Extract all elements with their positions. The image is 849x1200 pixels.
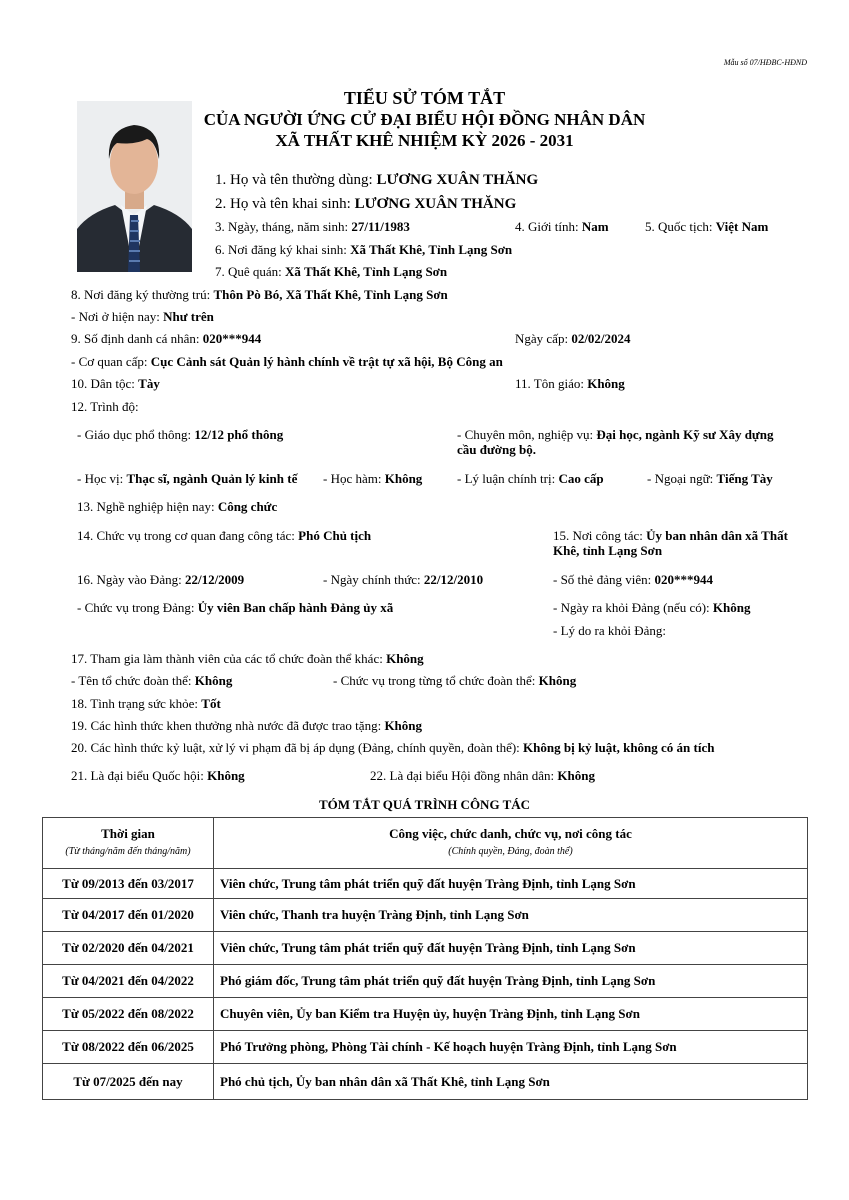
table-row <box>43 1064 808 1100</box>
field-general-education: - Giáo dục phổ thông: 12/12 phổ thông <box>77 427 284 442</box>
row-description: Phó Trưởng phòng, Phòng Tài chính - Kế hoạch huyện Tràng Định, tỉnh Lạng Sơn <box>214 1031 808 1064</box>
field-party-official-date: - Ngày chính thức: 22/12/2010 <box>323 572 484 587</box>
field-nationality: 5. Quốc tịch: Việt Nam <box>645 219 769 234</box>
field-id-issue-date: Ngày cấp: 02/02/2024 <box>515 331 631 346</box>
page-title: TIỂU SỬ TÓM TẮT <box>343 88 506 108</box>
field-education-heading: 12. Trình độ: <box>71 399 139 414</box>
field-organization-name: - Tên tổ chức đoàn thể: Không <box>71 673 233 688</box>
table-row <box>43 1031 808 1064</box>
portrait-image <box>77 101 192 272</box>
field-specialization: - Chuyên môn, nghiệp vụ: Đại học, ngành Kỹ sư Xây dựng <box>457 427 774 442</box>
table-row <box>43 998 808 1031</box>
field-common-name: 1. Họ và tên thường dùng: LƯƠNG XUÂN THĂNG <box>215 172 539 188</box>
candidate-photo <box>77 101 192 272</box>
field-gender: 4. Giới tính: Nam <box>515 219 609 234</box>
field-academic-degree: - Học vị: Thạc sĩ, ngành Quản lý kinh tế <box>77 471 298 486</box>
field-party-join-date: 16. Ngày vào Đảng: 22/12/2009 <box>77 572 245 587</box>
field-birth-date: 3. Ngày, tháng, năm sinh: 27/11/1983 <box>215 219 410 234</box>
field-organization-position: - Chức vụ trong từng tổ chức đoàn thể: Không <box>333 673 577 688</box>
work-history-title: TÓM TẮT QUÁ TRÌNH CÔNG TÁC <box>318 797 531 812</box>
field-political-theory: - Lý luận chính trị: Cao cấp <box>457 471 604 486</box>
field-academic-rank: - Học hàm: Không <box>323 471 423 486</box>
field-religion: 11. Tôn giáo: Không <box>515 376 625 391</box>
page-term: XÃ THẤT KHÊ NHIỆM KỲ 2026 - 2031 <box>275 131 574 150</box>
page-subtitle: CỦA NGƯỜI ỨNG CỬ ĐẠI BIỂU HỘI ĐỒNG NHÂN DÂN <box>203 110 646 129</box>
row-description: Phó chủ tịch, Ủy ban nhân dân xã Thất Khê, tỉnh Lạng Sơn <box>214 1064 808 1100</box>
field-id-number: 9. Số định danh cá nhân: 020***944 <box>71 331 262 346</box>
field-national-assembly: 21. Là đại biểu Quốc hội: Không <box>71 768 245 783</box>
field-issuing-agency: - Cơ quan cấp: Cục Cảnh sát Quản lý hành chính về trật tự xã hội, Bộ Công an <box>71 354 503 369</box>
row-time: Từ 05/2022 đến 08/2022 <box>43 998 214 1031</box>
field-occupation: 13. Nghề nghiệp hiện nay: Công chức <box>77 499 278 514</box>
col-time-header: Thời gian (Từ tháng/năm đến tháng/năm) <box>43 818 214 869</box>
table-row <box>43 965 808 998</box>
field-position: 14. Chức vụ trong cơ quan đang công tác: Phó Chủ tịch <box>77 528 372 543</box>
row-time: Từ 04/2017 đến 01/2020 <box>43 899 214 932</box>
field-workplace: 15. Nơi công tác: Ủy ban nhân dân xã Thất <box>553 528 788 543</box>
row-description: Phó giám đốc, Trung tâm phát triển quỹ đất huyện Tràng Định, tỉnh Lạng Sơn <box>214 965 808 998</box>
field-party-position: - Chức vụ trong Đảng: Ủy viên Ban chấp hành Đảng ủy xã <box>77 600 394 615</box>
field-awards: 19. Các hình thức khen thưởng nhà nước đã được trao tặng: Không <box>71 718 423 733</box>
table-header-row <box>43 818 808 869</box>
row-description: Chuyên viên, Ủy ban Kiểm tra Huyện ủy, huyện Tràng Định, tỉnh Lạng Sơn <box>214 998 808 1031</box>
field-current-residence: - Nơi ở hiện nay: Như trên <box>71 309 214 324</box>
field-peoples-council: 22. Là đại biểu Hội đồng nhân dân: Không <box>370 768 595 783</box>
field-ethnicity: 10. Dân tộc: Tày <box>71 376 160 391</box>
field-permanent-residence: 8. Nơi đăng ký thường trú: Thôn Pò Bó, Xã Thất Khê, Tỉnh Lạng Sơn <box>71 287 448 302</box>
field-organizations: 17. Tham gia làm thành viên của các tổ chức đoàn thể khác: Không <box>71 651 424 666</box>
table-row <box>43 869 808 899</box>
field-party-leave-date: - Ngày ra khỏi Đảng (nếu có): Không <box>553 600 751 615</box>
field-health: 18. Tình trạng sức khỏe: Tốt <box>71 696 221 711</box>
field-discipline: 20. Các hình thức kỷ luật, xử lý vi phạm đã bị áp dụng (Đảng, chính quyền, đoàn thể): Không bị kỷ luật, không có án tích <box>71 740 715 755</box>
field-party-card: - Số thẻ đảng viên: 020***944 <box>553 572 713 587</box>
row-time: Từ 04/2021 đến 04/2022 <box>43 965 214 998</box>
row-description: Viên chức, Thanh tra huyện Tràng Định, tỉnh Lạng Sơn <box>214 899 808 932</box>
table-row <box>43 899 808 932</box>
field-birth-place: 6. Nơi đăng ký khai sinh: Xã Thất Khê, Tỉnh Lạng Sơn <box>215 242 513 257</box>
row-description: Viên chức, Trung tâm phát triển quỹ đất huyện Tràng Định, tỉnh Lạng Sơn <box>214 932 808 965</box>
row-time: Từ 08/2022 đến 06/2025 <box>43 1031 214 1064</box>
field-party-leave-reason: - Lý do ra khỏi Đảng: <box>553 623 667 638</box>
row-time: Từ 07/2025 đến nay <box>43 1064 214 1100</box>
row-time: Từ 02/2020 đến 04/2021 <box>43 932 214 965</box>
row-time: Từ 09/2013 đến 03/2017 <box>43 869 214 899</box>
col-description-header: Công việc, chức danh, chức vụ, nơi công tác (Chính quyền, Đảng, đoàn thể) <box>214 818 808 869</box>
row-description: Viên chức, Trung tâm phát triển quỹ đất huyện Tràng Định, tỉnh Lạng Sơn <box>214 869 808 899</box>
form-number: Mẫu số 07/HĐBC-HĐND <box>723 58 807 67</box>
table-row <box>43 932 808 965</box>
field-foreign-language: - Ngoại ngữ: Tiếng Tày <box>647 471 773 486</box>
field-workplace-cont: Khê, tỉnh Lạng Sơn <box>553 543 663 558</box>
field-birth-name: 2. Họ và tên khai sinh: LƯƠNG XUÂN THĂNG <box>215 196 517 212</box>
field-specialization-cont: cầu đường bộ. <box>457 442 536 457</box>
work-history-table <box>42 817 808 1100</box>
field-hometown: 7. Quê quán: Xã Thất Khê, Tỉnh Lạng Sơn <box>215 264 448 279</box>
